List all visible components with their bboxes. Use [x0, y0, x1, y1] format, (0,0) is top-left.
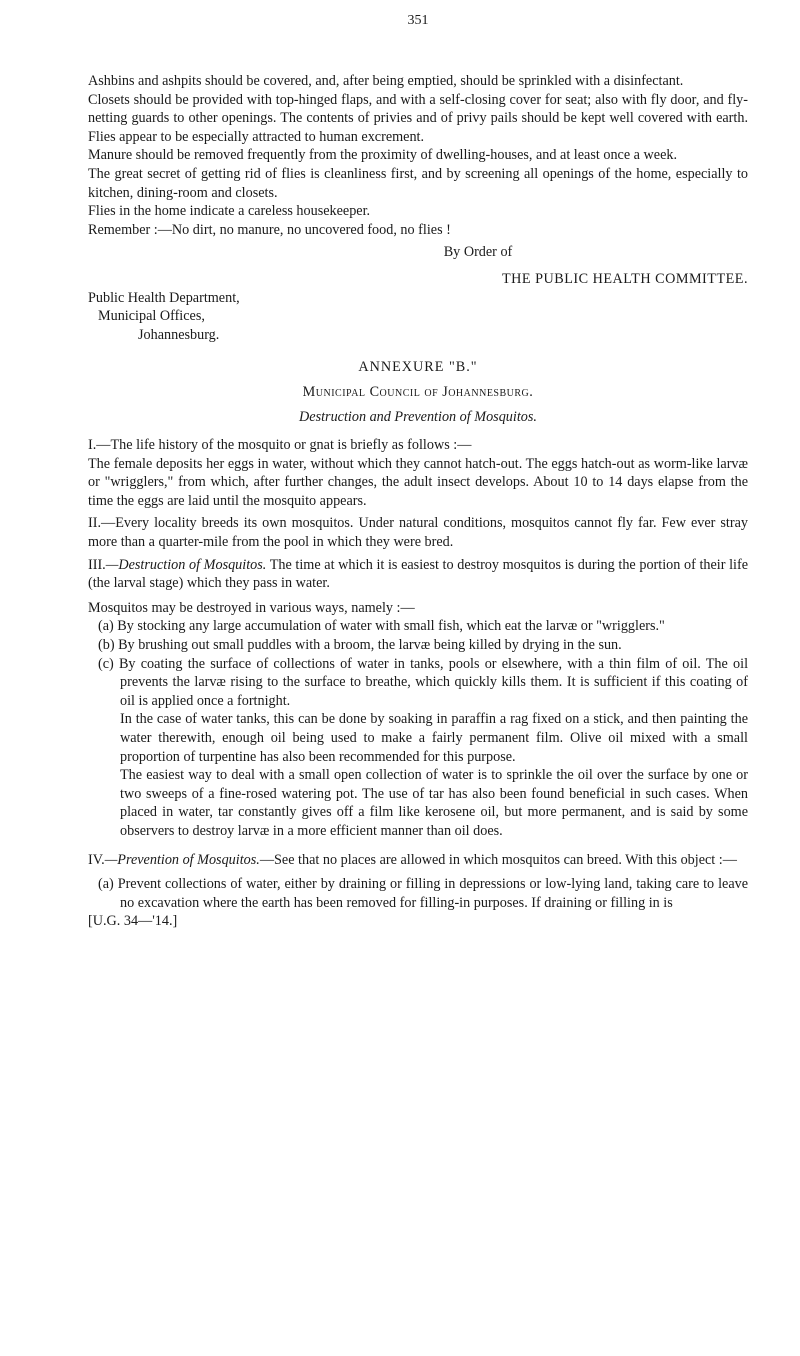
address-line-2: Municipal Offices, [98, 308, 205, 325]
by-order: By Order of [443, 244, 513, 261]
paraffin-paragraph: In the case of water tanks, this can be done by soaking in paraffin a rag fixed on a stick, and then painting the water therewith, enough oil being used to make a fairly permanent film. Olive oil mixed with a small proportion of turpentine has also been recommended for this purpose. [120, 711, 748, 765]
list-label-b: (b) [98, 637, 115, 654]
page-number: 351 [407, 13, 429, 28]
list-label-a: (a) [98, 618, 114, 635]
address-line-1: Public Health Department, [88, 289, 240, 306]
list-label-c: (c) [98, 655, 114, 672]
paragraph-secret: The great secret of getting rid of flies is cleanliness first, and by screening all openings of the home, especially to kitchen, dining-room and closets. [88, 165, 748, 201]
list-text-iv-a: Prevent collections of water, either by draining or filling in depressions or low-lying land, taking care to leave no excavation where the earth has been removed for filling-in purposes. If draining or filling in is [117, 876, 749, 911]
section-1-body: The female deposits her eggs in water, without which they cannot hatch-out. The eggs hatch-out as worm-like larvæ or "wrigglers," from which, after further changes, the adult insect develops. About 10 to 14 days elapse from the time the eggs are laid until the mosquito appears. [88, 455, 748, 509]
list-text-b: By brushing out small puddles with a broom, the larvæ being killed by drying in the sun. [118, 637, 622, 654]
list-label-iv-a: (a) [98, 876, 114, 893]
section-3-number: III. [88, 556, 106, 573]
intro-block [88, 72, 748, 931]
section-4-text: —See that no places are allowed in which mosquitos can breed. With this object :— [259, 851, 737, 868]
section-2-text: —Every locality breeds its own mosquitos. Under natural conditions, mosquitos cannot fly far. Few ever stray more than a quarter-mile from the pool in which they were bred. [88, 515, 748, 551]
paragraph-remember: Remember :—No dirt, no manure, no uncovered food, no flies ! [88, 221, 451, 238]
address-line-3: Johannesburg. [138, 326, 220, 343]
paragraph-ashbins: Ashbins and ashpits should be covered, and, after being emptied, should be sprinkled with a disinfectant. [88, 73, 684, 89]
list-text-a: By stocking any large accumulation of water with small fish, which eat the larvæ or "wrigglers." [117, 618, 665, 635]
watering-paragraph: The easiest way to deal with a small open collection of water is to sprinkle the oil over the surface by one or two sweeps of a fine-rosed watering pot. The use of tar has also been found beneficial in such cases. When placed in water, tar constantly gives off a film like kerosene oil, but more permanent, and is said by some observers to destroy larvæ in a more efficient manner than oil does. [120, 767, 748, 839]
section-1-number: I. [88, 437, 97, 454]
list-text-c: By coating the surface of collections of water in tanks, pools or elsewhere, with a thin film of oil. The oil prevents the larvæ rising to the surface to breathe, which quickly kills them. It is sufficient if this coating of oil is applied once a fortnight. [118, 655, 749, 709]
footer-reference: [U.G. 34—'14.] [88, 913, 178, 930]
annexure-heading: ANNEXURE "B." [358, 359, 478, 376]
section-2-number: II. [88, 515, 101, 532]
section-3-heading: —Destruction of Mosquitos. [105, 556, 267, 573]
list-item-iv-a [88, 875, 748, 912]
council-heading: Municipal Council of Johannesburg. [302, 383, 534, 400]
section-2 [88, 514, 748, 551]
paragraph-manure: Manure should be removed frequently from the proximity of dwelling-houses, and at least once a week. [88, 147, 678, 164]
paragraph-closets: Closets should be provided with top-hinged flaps, and with a self-closing cover for seat; also with fly door, and fly-netting guards to other openings. The contents of privies and of privy pails should be kept well covered with earth. Flies appear to be especially attracted to human excrement. [88, 91, 748, 145]
section-3-ways: Mosquitos may be destroyed in various ways, namely :— [88, 599, 415, 616]
document-subtitle: Destruction and Prevention of Mosquitos. [299, 408, 537, 425]
list-item-b [88, 636, 748, 655]
section-1-heading [88, 436, 748, 455]
committee-name: THE PUBLIC HEALTH COMMITTEE. [502, 270, 748, 287]
list-item-c [88, 655, 748, 711]
list-item-a [88, 617, 748, 636]
paragraph-flies-home: Flies in the home indicate a careless housekeeper. [88, 203, 371, 220]
section-4 [88, 851, 748, 870]
section-4-number: IV. [88, 851, 105, 868]
section-3-text: The time at which it is easiest to destroy mosquitos is during the portion of their life (the larval stage) which they pass in water. [88, 556, 748, 592]
section-3 [88, 556, 748, 593]
section-4-heading: —Prevention of Mosquitos. [104, 851, 260, 868]
section-1-intro: —The life history of the mosquito or gnat is briefly as follows :— [96, 437, 472, 454]
